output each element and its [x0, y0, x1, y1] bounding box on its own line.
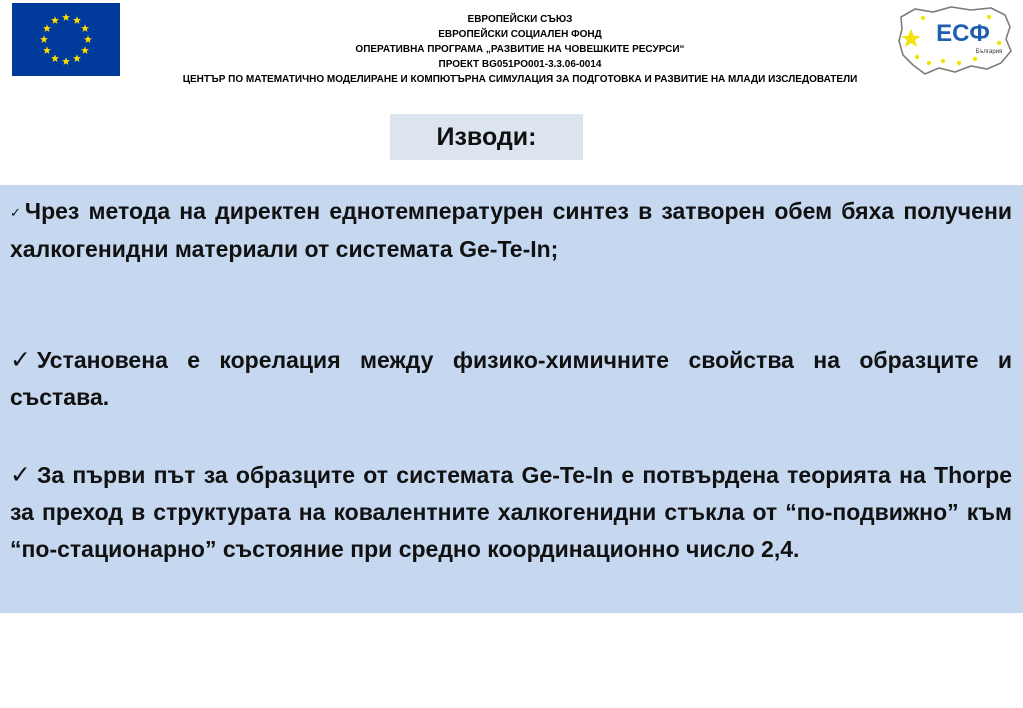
eu-flag-logo: [12, 3, 120, 76]
slide-title-text: Изводи:: [436, 122, 537, 151]
esf-logo-text: ЕСФ: [936, 20, 990, 47]
eu-star-icon: [51, 54, 59, 62]
eu-star-icon: [73, 54, 81, 62]
eu-star-icon: [62, 13, 70, 21]
header-line-programme: ОПЕРАТИВНА ПРОГРАМА „РАЗВИТИЕ НА ЧОВЕШКИТЕ РЕСУРСИ“: [355, 44, 685, 55]
conclusion-text-1: Чрез метода на директен еднотемпературен синтез в затворен обем бяха получени халкогенидни материали от системата Ge-Te-In;: [10, 198, 1012, 262]
checkmark-icon: ✓: [10, 461, 31, 489]
eu-star-icon: [43, 46, 51, 54]
conclusion-text-2: Установена е корелация между физико-химичните свойства на образците и състава.: [10, 347, 1012, 410]
esf-bulgaria-logo: [893, 3, 1015, 79]
eu-star-icon: [62, 57, 70, 65]
conclusion-item-2: [10, 342, 1012, 416]
header-line-center: ЦЕНТЪР ПО МАТЕМАТИЧНО МОДЕЛИРАНЕ И КОМПЮТЪРНА СИМУЛАЦИЯ ЗА ПОДГОТОВКА И РАЗВИТИЕ НА МЛАДИ ИЗСЛЕДОВАТЕЛИ: [182, 74, 858, 85]
checkmark-icon: ✓: [10, 205, 21, 220]
header-text-block: [130, 12, 910, 87]
slide-title: [390, 114, 583, 160]
eu-star-icon: [84, 35, 92, 43]
eu-star-icon: [81, 24, 89, 32]
conclusion-text-3: За първи път за образците от системата Ge-Te-In е потвърдена теорията на Thorpe за преход в структурата на ковалентните халкогенидни стъкла от “по-подвижно” към “по-стационарно” състояние при средно координационно число 2,4.: [10, 462, 1012, 562]
header-line-eu: ЕВРОПЕЙСКИ СЪЮЗ: [467, 14, 573, 25]
conclusion-item-3: [10, 457, 1012, 568]
conclusion-item-1: [10, 193, 1012, 268]
eu-star-icon: [43, 24, 51, 32]
eu-star-icon: [51, 16, 59, 24]
eu-star-icon: [81, 46, 89, 54]
esf-logo-subtext: България: [975, 49, 1003, 55]
eu-star-icon: [40, 35, 48, 43]
header-line-esf: ЕВРОПЕЙСКИ СОЦИАЛЕН ФОНД: [438, 29, 602, 40]
header-line-project: ПРОЕКТ BG051PO001-3.3.06-0014: [438, 59, 602, 70]
checkmark-icon: ✓: [10, 346, 31, 374]
eu-star-icon: [73, 16, 81, 24]
bulgaria-map-icon: [893, 3, 1015, 79]
eu-stars-icon: [12, 3, 120, 76]
